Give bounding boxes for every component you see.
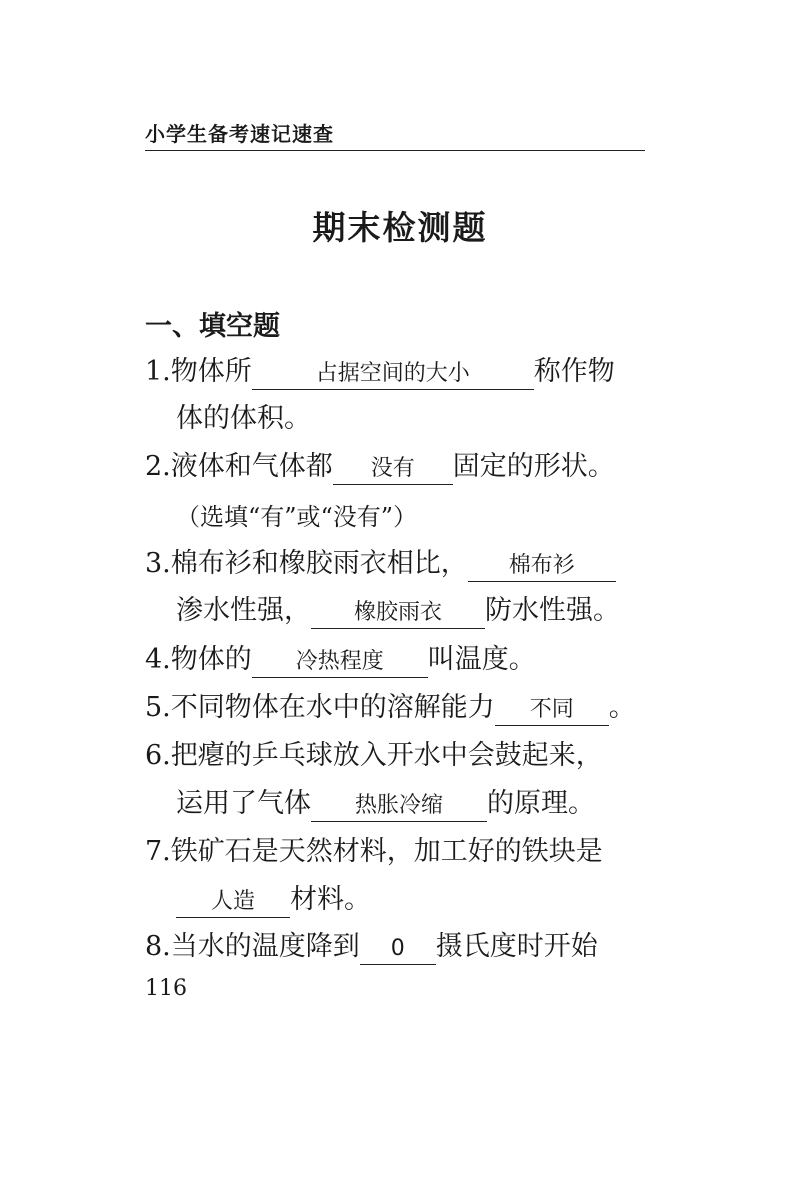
section-heading: 一、填空题 (145, 311, 280, 342)
question-7-answer-blank: 人造 (176, 887, 290, 918)
question-5-line (145, 690, 636, 726)
question-7-text-b: 材料。 (290, 884, 371, 915)
question-3-text-b: 渗水性强， (176, 595, 311, 626)
question-1-answer-blank: 占据空间的大小 (252, 359, 534, 390)
question-4-line (145, 642, 536, 678)
question-6-text-c: 的原理。 (487, 788, 595, 819)
question-3-line-1 (145, 546, 616, 582)
question-8-text-a: 8.当水的温度降到 (145, 931, 360, 962)
question-7-line-1: 7.铁矿石是天然材料，加工好的铁块是 (145, 836, 603, 867)
question-1-text-a: 1.物体所 (145, 356, 252, 387)
question-6-line-1: 6.把瘪的乒乓球放入开水中会鼓起来， (145, 740, 603, 771)
page-number: 116 (145, 976, 187, 1001)
question-5-text-a: 5.不同物体在水中的溶解能力 (145, 692, 495, 723)
question-4-text-b: 叫温度。 (427, 644, 536, 675)
question-2-line-1 (145, 449, 615, 485)
question-8-text-b: 摄氏度时开始 (435, 931, 598, 962)
question-3-line-2 (176, 593, 620, 629)
running-header: 小学生备考速记速查 (145, 122, 334, 146)
question-1-line-2: 体的体积。 (176, 403, 311, 434)
question-7-line-2 (176, 882, 371, 918)
page-title: 期末检测题 (312, 208, 488, 247)
question-8-line (145, 929, 598, 965)
question-3-text-c: 防水性强。 (485, 595, 620, 626)
question-2-text-b: 固定的形状。 (452, 451, 615, 482)
header-rule (145, 150, 645, 151)
question-3-text-a: 3.棉布衫和橡胶雨衣相比， (145, 548, 468, 579)
question-1-text-b: 称作物 (533, 356, 615, 387)
question-3-answer-blank-2: 橡胶雨衣 (311, 598, 485, 629)
question-4-text-a: 4.物体的 (145, 644, 252, 675)
question-2-answer-blank: 没有 (333, 454, 453, 485)
question-6-text-b: 运用了气体 (176, 788, 311, 819)
question-1-line-1 (145, 354, 615, 390)
question-2-text-a: 2.液体和气体都 (145, 451, 333, 482)
question-4-answer-blank: 冷热程度 (252, 647, 428, 678)
question-5-text-b: 。 (608, 692, 636, 723)
question-6-line-2 (176, 786, 595, 822)
question-6-answer-blank: 热胀冷缩 (311, 791, 487, 822)
question-5-answer-blank: 不同 (495, 695, 609, 726)
question-3-answer-blank-1: 棉布衫 (468, 551, 616, 582)
question-2-note: （选填“有”或“没有”） (176, 503, 418, 531)
question-8-answer-blank: 0 (360, 934, 436, 965)
